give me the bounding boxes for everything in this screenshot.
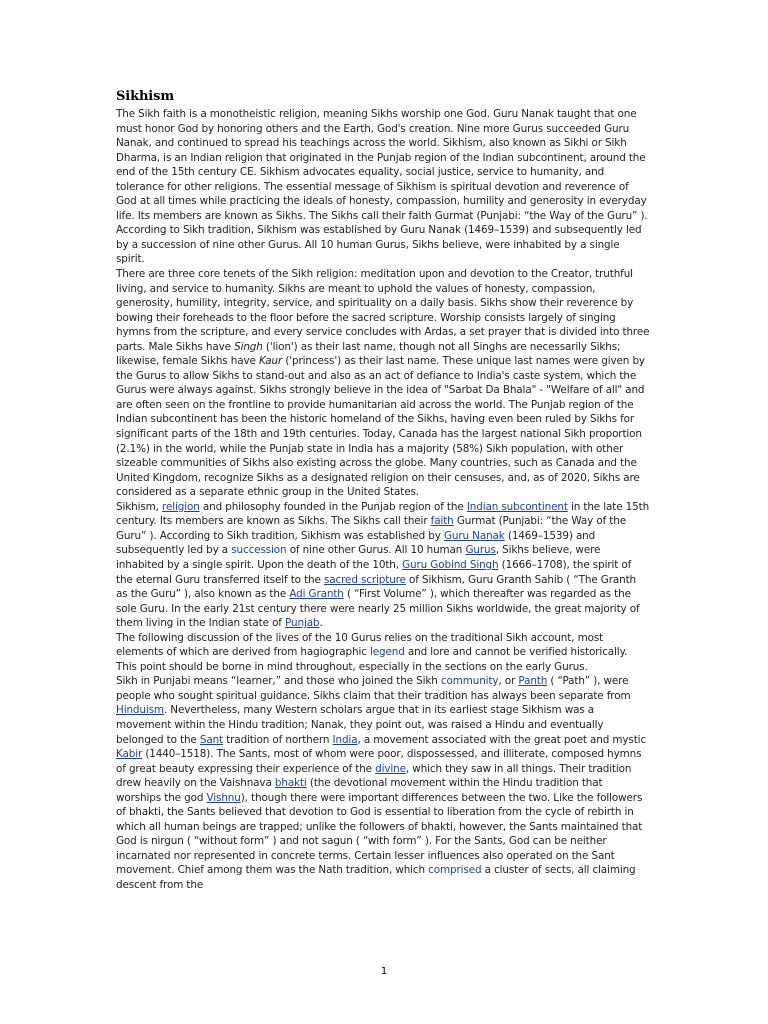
link-indian-subcontinent[interactable]: Indian subcontinent [466, 500, 568, 513]
italic-term-kaur: Kaur [258, 355, 283, 368]
text-run: (1469–1539) and subsequently led by a [116, 529, 596, 557]
page-number: 1 [380, 966, 388, 977]
link-guru-gobind-singh[interactable]: Guru Gobind Singh [402, 558, 499, 571]
link-comprised[interactable]: comprised [428, 864, 482, 877]
text-run: ( “Path” ), were people who sought spiritual guidance. Sikhs claim that their tradition has always been separate from [116, 675, 631, 702]
link-vishnu[interactable]: Vishnu [206, 791, 241, 804]
link-kabir[interactable]: Kabir [116, 748, 143, 761]
text-run: . Nevertheless, many Western scholars argue that in its earliest stage Sikhism was a movement within the Hindu tradition; Nanak, they point out, was raised a Hindu and eventually belonged to the [116, 704, 604, 746]
text-run: in the late 15th century. Its members are known as Sikhs. The Sikhs call their [116, 500, 650, 528]
link-panth[interactable]: Panth [518, 675, 548, 688]
paragraph-definition [116, 500, 650, 631]
link-succession[interactable]: succession [231, 544, 287, 557]
link-divine[interactable]: divine [375, 762, 406, 775]
link-religion[interactable]: religion [162, 500, 200, 513]
text-run: tradition of northern [223, 733, 333, 746]
link-sacred-scripture[interactable]: sacred scripture [323, 573, 406, 586]
text-run: ('lion') as their last name, though not all Singhs are necessarily Sikhs; likewise, female Sikhs have [116, 340, 621, 368]
text-run: (1440–1518). The Sants, most of whom were poor, dispossessed, and illiterate, composed hymns of great beauty expressing their experience of the [116, 748, 642, 775]
link-guru-nanak[interactable]: Guru Nanak [443, 529, 505, 542]
text-run: , a movement associated with the great poet and mystic [357, 733, 647, 746]
text-run: Sikh in Punjabi means “learner,” and those who joined the Sikh [116, 675, 441, 688]
text-run: and lore and cannot be verified historically. This point should be borne in mind throughout, especially in the sections on the early Gurus. [116, 646, 628, 673]
text-run: a cluster of sects, all claiming descent from the [116, 864, 636, 891]
text-run: There are three core tenets of the Sikh religion: meditation upon and devotion to the Creator, truthful living, and service to humanity. Sikhs are meant to uphold the values of honesty, compassion, generosity, humility, integrity, service, and spirituality on a daily basis. Sikhs show their reverence by bowing their foreheads to the floor before the sacred scripture. Worship consists largely of singing hymns from the scripture, and every service concludes with Ardas, a set prayer that is divided into three parts. Male Sikhs have [116, 268, 650, 353]
paragraph-tenets [116, 267, 650, 500]
text-run: ), though there were important differences between the two. Like the followers of bhakti, the Sants believed that devotion to God is essential to liberation from the cycle of rebirth in which all human beings are trapped; unlike the followers of bhakti, however, the Sants maintained that God is nirgun ( “without form” ) and not sagun ( “with form” ). For the Sants, God can be neither incarnated nor represented in concrete terms. Certain lesser influences also operated on the Sant movement. Chief among them was the Nath tradition, which [116, 791, 643, 877]
link-adi-granth[interactable]: Adi Granth [289, 588, 344, 601]
text-run: (the devotional movement within the Hindu tradition that worships the god [116, 777, 603, 804]
link-legend[interactable]: legend [369, 646, 405, 659]
document-title: Sikhism [116, 89, 174, 104]
text-run: ('princess') as their last name. These unique last names were given by the Gurus to allow Sikhs to stand-out and also as an act of defiance to India's caste system, which the Gurus were always against. Sikhs strongly believe in the idea of "Sarbat Da Bhala" - "Welfare of all" and are often seen on the frontline to provide humanitarian aid across the world. The Punjab region of the Indian subcontinent has been the historic homeland of the Sikhs, having even been ruled by Sikhs for significant parts of the 18th and 19th centuries. Today, Canada has the largest national Sikh proportion (2.1%) in the world, while the Punjab state in India has a majority (58%) Sikh population, with other sizeable communities of Sikhs also existing across the globe. Many countries, such as Canada and the United Kingdom, recognize Sikhs as a designated religion on their censuses, and, as of 2020, Sikhs are considered as a separate ethnic group in the United States. [116, 355, 645, 499]
link-bhakti[interactable]: bhakti [274, 777, 307, 790]
text-run: , which they saw in all things. Their tradition drew heavily on the Vaishnava [116, 762, 632, 790]
text-run: . [319, 617, 323, 630]
text-run: , Sikhs believe, were inhabited by a single spirit. Upon the death of the 10th, [116, 544, 601, 571]
link-sant[interactable]: Sant [199, 733, 224, 746]
text-run: and philosophy founded in the Punjab region of the [199, 500, 467, 513]
document-body [116, 88, 650, 893]
link-gurus[interactable]: Gurus [465, 544, 496, 557]
text-run: of Sikhism, Guru Granth Sahib ( “The Granth as the Guru” ), also known as the [116, 573, 637, 601]
link-india[interactable]: India [332, 733, 358, 746]
text-run: ( “First Volume” ), which thereafter was regarded as the sole Guru. In the early 21st century there were nearly 25 million Sikhs worldwide, the great majority of them living in the Indian state of [116, 588, 640, 630]
link-faith[interactable]: faith [430, 515, 454, 528]
paragraph-gurus-discussion [116, 631, 650, 675]
text-run: Gurmat (Punjabi: “the Way of the Guru” ). According to Sikh tradition, Sikhism was established by [116, 515, 626, 542]
text-run: of nine other Gurus. All 10 human [286, 544, 466, 557]
paragraph-sikh-meaning [116, 674, 650, 892]
link-punjab[interactable]: Punjab [285, 617, 320, 630]
paragraph-intro: The Sikh faith is a monotheistic religion, meaning Sikhs worship one God. Guru Nanak taught that one must honor God by honoring others and the Earth, God's creation. Nine more Gurus succeeded Guru Nanak, and continued to spread his teachings across the world. Sikhism, also known as Sikhi or Sikh Dharma, is an Indian religion that originated in the Punjab region of the Indian subcontinent, around the end of the 15th century CE. Sikhism advocates equality, social justice, service to humanity, and tolerance for other religions. The essential message of Sikhism is spiritual devotion and reverence of God at all times while practicing the ideals of honesty, compassion, humility and generosity in everyday life. Its members are known as Sikhs. The Sikhs call their faith Gurmat (Punjabi: “the Way of the Guru” ). According to Sikh tradition, Sikhism was established by Guru Nanak (1469–1539) and subsequently led by a succession of nine other Gurus. All 10 human Gurus, Sikhs believe, were inhabited by a single spirit. [116, 108, 648, 266]
text-run: Sikhism, [116, 500, 163, 513]
link-community[interactable]: community [440, 675, 499, 688]
link-hinduism[interactable]: Hinduism [116, 704, 164, 717]
text-run: (1666–1708), the spirit of the eternal Guru transferred itself to the [116, 558, 632, 586]
text-run: , or [498, 675, 519, 688]
text-run: The following discussion of the lives of the 10 Gurus relies on the traditional Sikh account, most elements of which are derived from hagiographic [116, 631, 604, 659]
italic-term-singh: Singh [234, 340, 263, 353]
